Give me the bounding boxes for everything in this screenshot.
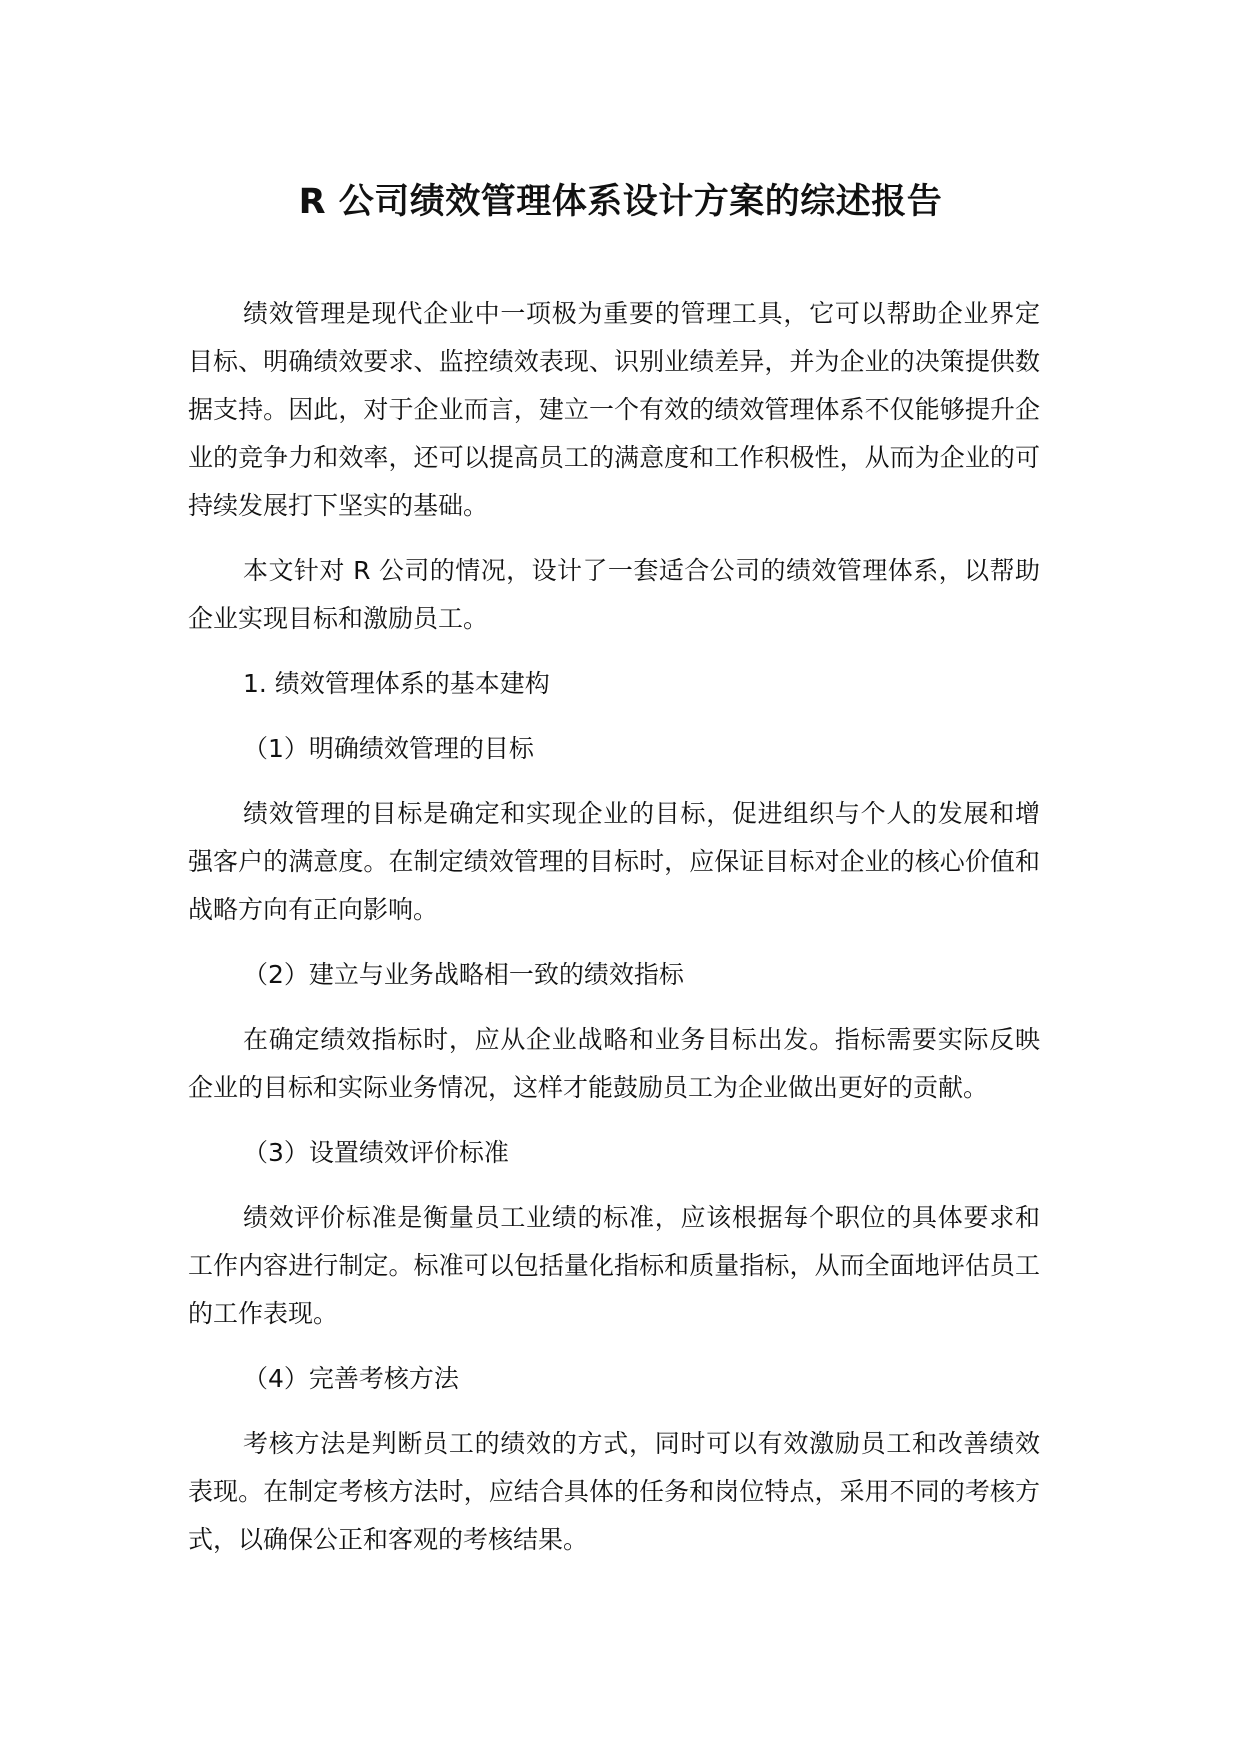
subsection-heading: （4）完善考核方法 xyxy=(243,1364,459,1393)
subsection-heading: （1）明确绩效管理的目标 xyxy=(243,734,534,763)
body-paragraph: 考核方法是判断员工的绩效的方式，同时可以有效激励员工和改善绩效表现。在制定考核方法时，应结合具体的任务和岗位特点，采用不同的考核方式，以确保公正和客观的考核结果。 xyxy=(188,1429,1040,1554)
document-title: R 公司绩效管理体系设计方案的综述报告 xyxy=(298,182,943,222)
body-paragraph: 绩效评价标准是衡量员工业绩的标准，应该根据每个职位的具体要求和工作内容进行制定。标准可以包括量化指标和质量指标，从而全面地评估员工的工作表现。 xyxy=(188,1203,1040,1328)
subsection-heading: （2）建立与业务战略相一致的绩效指标 xyxy=(243,960,684,989)
document-body xyxy=(188,290,1040,1581)
body-paragraph: 在确定绩效指标时，应从企业战略和业务目标出发。指标需要实际反映企业的目标和实际业务情况，这样才能鼓励员工为企业做出更好的贡献。 xyxy=(188,1025,1040,1102)
body-paragraph: 绩效管理的目标是确定和实现企业的目标，促进组织与个人的发展和增强客户的满意度。在制定绩效管理的目标时，应保证目标对企业的核心价值和战略方向有正向影响。 xyxy=(188,799,1040,924)
purpose-paragraph: 本文针对 R 公司的情况，设计了一套适合公司的绩效管理体系，以帮助企业实现目标和激励员工。 xyxy=(188,556,1040,633)
subsection-heading: （3）设置绩效评价标准 xyxy=(243,1138,509,1167)
section-heading: 1. 绩效管理体系的基本建构 xyxy=(243,669,550,698)
intro-paragraph: 绩效管理是现代企业中一项极为重要的管理工具，它可以帮助企业界定目标、明确绩效要求、监控绩效表现、识别业绩差异，并为企业的决策提供数据支持。因此，对于企业而言，建立一个有效的绩效管理体系不仅能够提升企业的竞争力和效率，还可以提高员工的满意度和工作积极性，从而为企业的可持续发展打下坚实的基础。 xyxy=(188,299,1040,520)
